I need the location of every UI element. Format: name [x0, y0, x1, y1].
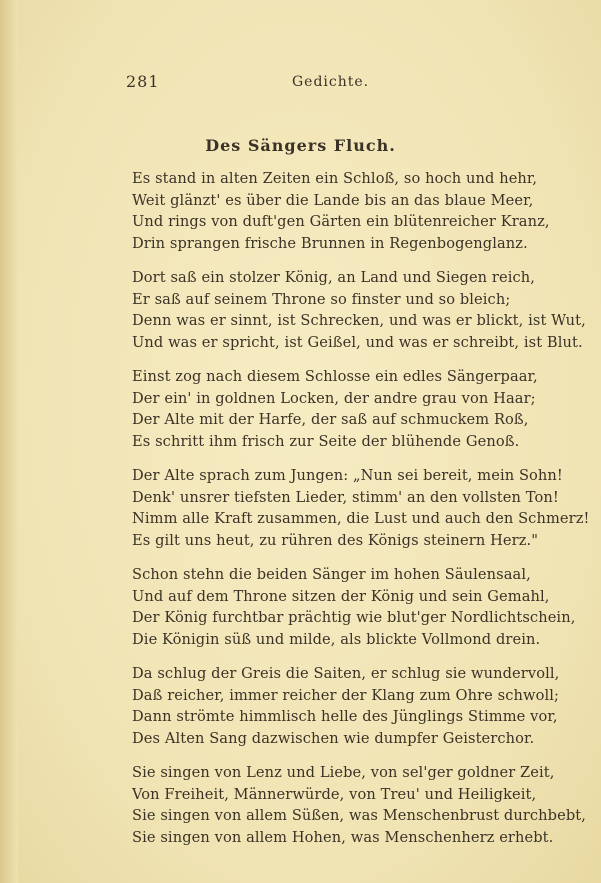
- poem-line: Daß reicher, immer reicher der Klang zum Ohre schwoll;: [132, 686, 560, 704]
- poem-line: Der ein' in goldnen Locken, der andre grau von Haar;: [132, 389, 536, 407]
- stanza: [132, 564, 576, 650]
- poem-line: Es gilt uns heut, zu rühren des Königs steinern Herz.": [132, 531, 539, 549]
- poem-line: Und was er spricht, ist Geißel, und was er schreibt, ist Blut.: [132, 333, 583, 351]
- poem-line: Sie singen von Lenz und Liebe, von sel'ger goldner Zeit,: [132, 764, 555, 781]
- stanza: [132, 267, 586, 353]
- poem-line: Und auf dem Throne sitzen der König und sein Gemahl,: [132, 587, 550, 605]
- page-gutter: [0, 0, 18, 883]
- poem-line: Er saß auf seinem Throne so finster und so bleich;: [132, 290, 511, 308]
- poem-line: Denn was er sinnt, ist Schrecken, und was er blickt, ist Wut,: [132, 312, 586, 329]
- poem-line: Von Freiheit, Männerwürde, von Treu' und Heiligkeit,: [132, 785, 537, 803]
- stanza: [132, 168, 572, 254]
- poem-line: Des Alten Sang dazwischen wie dumpfer Geisterchor.: [132, 729, 535, 747]
- poem-line: Der Alte sprach zum Jungen: „Nun sei bereit, mein Sohn!: [132, 467, 563, 484]
- poem-line: Und rings von duft'gen Gärten ein blütenreicher Kranz,: [132, 213, 550, 230]
- poem-line: Der König furchtbar prächtig wie blut'ger Nordlichtschein,: [132, 609, 576, 626]
- poem-line: Die Königin süß und milde, als blickte Vollmond drein.: [132, 630, 541, 648]
- poem-line: Dann strömte himmlisch helle des Jünglings Stimme vor,: [132, 708, 558, 725]
- poem-title: Des Sängers Fluch.: [205, 136, 396, 155]
- page-number: 281: [126, 72, 160, 91]
- poem-line: Einst zog nach diesem Schlosse ein edles Sängerpaar,: [132, 368, 538, 385]
- poem-line: Sie singen von allem Süßen, was Menschenbrust durchbebt,: [132, 807, 587, 824]
- poem-line: Der Alte mit der Harfe, der saß auf schmuckem Roß,: [132, 411, 529, 428]
- stanza: [132, 762, 587, 848]
- poem-line: Nimm alle Kraft zusammen, die Lust und auch den Schmerz!: [132, 510, 590, 527]
- poem-line: Sie singen von allem Hohen, was Menschenherz erhebt.: [132, 828, 554, 846]
- poem-line: Drin sprangen frische Brunnen in Regenbogenglanz.: [132, 234, 528, 252]
- page-header: [126, 72, 546, 96]
- poem-line: Denk' unsrer tiefsten Lieder, stimm' an den vollsten Ton!: [132, 488, 559, 506]
- poem-line: Da schlug der Greis die Saiten, er schlug sie wundervoll,: [132, 665, 560, 682]
- poem-line: Es stand in alten Zeiten ein Schloß, so hoch und hehr,: [132, 170, 538, 187]
- stanza: [132, 465, 590, 551]
- poem-line: Weit glänzt' es über die Lande bis an das blaue Meer,: [132, 191, 534, 209]
- stanza: [132, 663, 572, 749]
- running-head: Gedichte.: [292, 74, 370, 90]
- stanza: [132, 366, 572, 452]
- poem-body: [132, 168, 590, 861]
- poem-line: Schon stehn die beiden Sänger im hohen Säulensaal,: [132, 566, 531, 583]
- poem-line: Es schritt ihm frisch zur Seite der blühende Genoß.: [132, 432, 520, 450]
- poem-line: Dort saß ein stolzer König, an Land und Siegen reich,: [132, 269, 536, 286]
